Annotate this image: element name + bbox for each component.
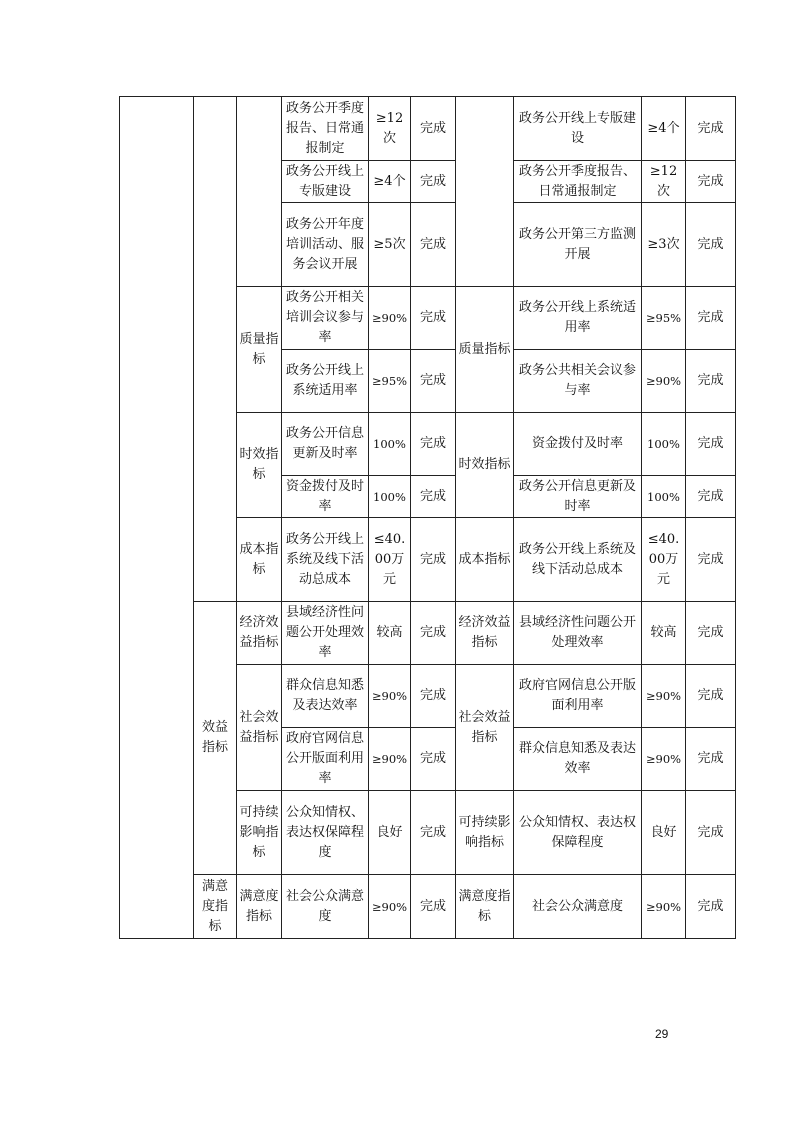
target-result-cell: 完成 — [411, 518, 456, 602]
page-number: 29 — [655, 1027, 669, 1041]
level2-indicator-cell: 效益指标 — [194, 602, 237, 875]
target-value-cell: ≥90% — [369, 287, 411, 350]
target-value-cell: 100% — [369, 413, 411, 476]
table-row — [120, 875, 736, 939]
target-result-cell: 完成 — [411, 476, 456, 518]
actual-result-cell: 完成 — [686, 97, 736, 161]
level3-indicator-cell — [237, 97, 282, 287]
target-item-cell: 政务公开线上专版建设 — [282, 161, 369, 203]
actual-item-cell: 政务公开第三方监测开展 — [514, 203, 642, 287]
actual-result-cell: 完成 — [686, 602, 736, 665]
target-item-cell: 县域经济性问题公开处理效率 — [282, 602, 369, 665]
actual-result-cell: 完成 — [686, 518, 736, 602]
level3-indicator-cell-b: 成本指标 — [456, 518, 514, 602]
target-value-cell: ≤40.00万元 — [369, 518, 411, 602]
target-value-cell: 良好 — [369, 791, 411, 875]
actual-value-cell: 良好 — [642, 791, 686, 875]
target-item-cell: 社会公众满意度 — [282, 875, 369, 939]
target-result-cell: 完成 — [411, 203, 456, 287]
actual-value-cell: ≥4个 — [642, 97, 686, 161]
actual-result-cell: 完成 — [686, 476, 736, 518]
target-value-cell: ≥4个 — [369, 161, 411, 203]
target-item-cell: 政府官网信息公开版面利用率 — [282, 728, 369, 791]
target-item-cell: 政务公开线上系统及线下活动总成本 — [282, 518, 369, 602]
actual-item-cell: 资金拨付及时率 — [514, 413, 642, 476]
level3-indicator-cell-b: 经济效益指标 — [456, 602, 514, 665]
level2-indicator-cell — [194, 97, 237, 602]
target-value-cell: ≥12次 — [369, 97, 411, 161]
target-result-cell: 完成 — [411, 287, 456, 350]
table-row — [120, 97, 736, 161]
level3-indicator-cell: 社会效益指标 — [237, 665, 282, 791]
target-value-cell: ≥90% — [369, 665, 411, 728]
target-result-cell: 完成 — [411, 413, 456, 476]
target-value-cell: 100% — [369, 476, 411, 518]
actual-result-cell: 完成 — [686, 665, 736, 728]
target-result-cell: 完成 — [411, 728, 456, 791]
actual-item-cell: 县域经济性问题公开处理效率 — [514, 602, 642, 665]
actual-result-cell: 完成 — [686, 413, 736, 476]
actual-result-cell: 完成 — [686, 287, 736, 350]
level3-indicator-cell: 时效指标 — [237, 413, 282, 518]
actual-item-cell: 政务公开线上专版建设 — [514, 97, 642, 161]
target-result-cell: 完成 — [411, 875, 456, 939]
level3-indicator-cell-b: 时效指标 — [456, 413, 514, 518]
target-value-cell: 较高 — [369, 602, 411, 665]
actual-item-cell: 政务公开季度报告、日常通报制定 — [514, 161, 642, 203]
target-result-cell: 完成 — [411, 791, 456, 875]
target-value-cell: ≥5次 — [369, 203, 411, 287]
table-row — [120, 602, 736, 665]
level3-indicator-cell-b: 可持续影响指标 — [456, 791, 514, 875]
target-item-cell: 公众知情权、表达权保障程度 — [282, 791, 369, 875]
actual-item-cell: 政府官网信息公开版面利用率 — [514, 665, 642, 728]
actual-value-cell: 较高 — [642, 602, 686, 665]
level3-indicator-cell-b — [456, 97, 514, 287]
actual-item-cell: 公众知情权、表达权保障程度 — [514, 791, 642, 875]
actual-result-cell: 完成 — [686, 875, 736, 939]
actual-value-cell: 100% — [642, 413, 686, 476]
actual-item-cell: 群众信息知悉及表达效率 — [514, 728, 642, 791]
target-item-cell: 政务公开相关培训会议参与率 — [282, 287, 369, 350]
target-value-cell: ≥90% — [369, 728, 411, 791]
target-result-cell: 完成 — [411, 97, 456, 161]
actual-item-cell: 社会公众满意度 — [514, 875, 642, 939]
level3-indicator-cell: 满意度指标 — [237, 875, 282, 939]
target-item-cell: 政务公开年度培训活动、服务会议开展 — [282, 203, 369, 287]
actual-value-cell: ≥12次 — [642, 161, 686, 203]
level3-indicator-cell: 经济效益指标 — [237, 602, 282, 665]
level2-indicator-cell: 满意度指标 — [194, 875, 237, 939]
actual-item-cell: 政务公开线上系统及线下活动总成本 — [514, 518, 642, 602]
actual-value-cell: ≥90% — [642, 665, 686, 728]
level3-indicator-cell: 成本指标 — [237, 518, 282, 602]
target-result-cell: 完成 — [411, 665, 456, 728]
actual-result-cell: 完成 — [686, 203, 736, 287]
level3-indicator-cell: 可持续影响指标 — [237, 791, 282, 875]
target-result-cell: 完成 — [411, 161, 456, 203]
level3-indicator-cell-b: 质量指标 — [456, 287, 514, 413]
actual-value-cell: ≥95% — [642, 287, 686, 350]
target-value-cell: ≥95% — [369, 350, 411, 413]
target-value-cell: ≥90% — [369, 875, 411, 939]
actual-value-cell: ≥90% — [642, 350, 686, 413]
target-item-cell: 群众信息知悉及表达效率 — [282, 665, 369, 728]
actual-item-cell: 政务公共相关会议参与率 — [514, 350, 642, 413]
actual-result-cell: 完成 — [686, 161, 736, 203]
level3-indicator-cell-b: 满意度指标 — [456, 875, 514, 939]
performance-indicator-table — [119, 96, 736, 939]
actual-value-cell: ≥90% — [642, 875, 686, 939]
actual-item-cell: 政务公开信息更新及时率 — [514, 476, 642, 518]
level3-indicator-cell: 质量指标 — [237, 287, 282, 413]
actual-result-cell: 完成 — [686, 791, 736, 875]
actual-item-cell: 政务公开线上系统适用率 — [514, 287, 642, 350]
level1-indicator-cell — [120, 97, 194, 939]
actual-result-cell: 完成 — [686, 350, 736, 413]
target-result-cell: 完成 — [411, 602, 456, 665]
actual-value-cell: ≥3次 — [642, 203, 686, 287]
actual-result-cell: 完成 — [686, 728, 736, 791]
actual-value-cell: ≤40.00万元 — [642, 518, 686, 602]
target-item-cell: 资金拨付及时率 — [282, 476, 369, 518]
target-item-cell: 政务公开信息更新及时率 — [282, 413, 369, 476]
target-item-cell: 政务公开线上系统适用率 — [282, 350, 369, 413]
target-result-cell: 完成 — [411, 350, 456, 413]
level3-indicator-cell-b: 社会效益指标 — [456, 665, 514, 791]
actual-value-cell: ≥90% — [642, 728, 686, 791]
actual-value-cell: 100% — [642, 476, 686, 518]
target-item-cell: 政务公开季度报告、日常通报制定 — [282, 97, 369, 161]
